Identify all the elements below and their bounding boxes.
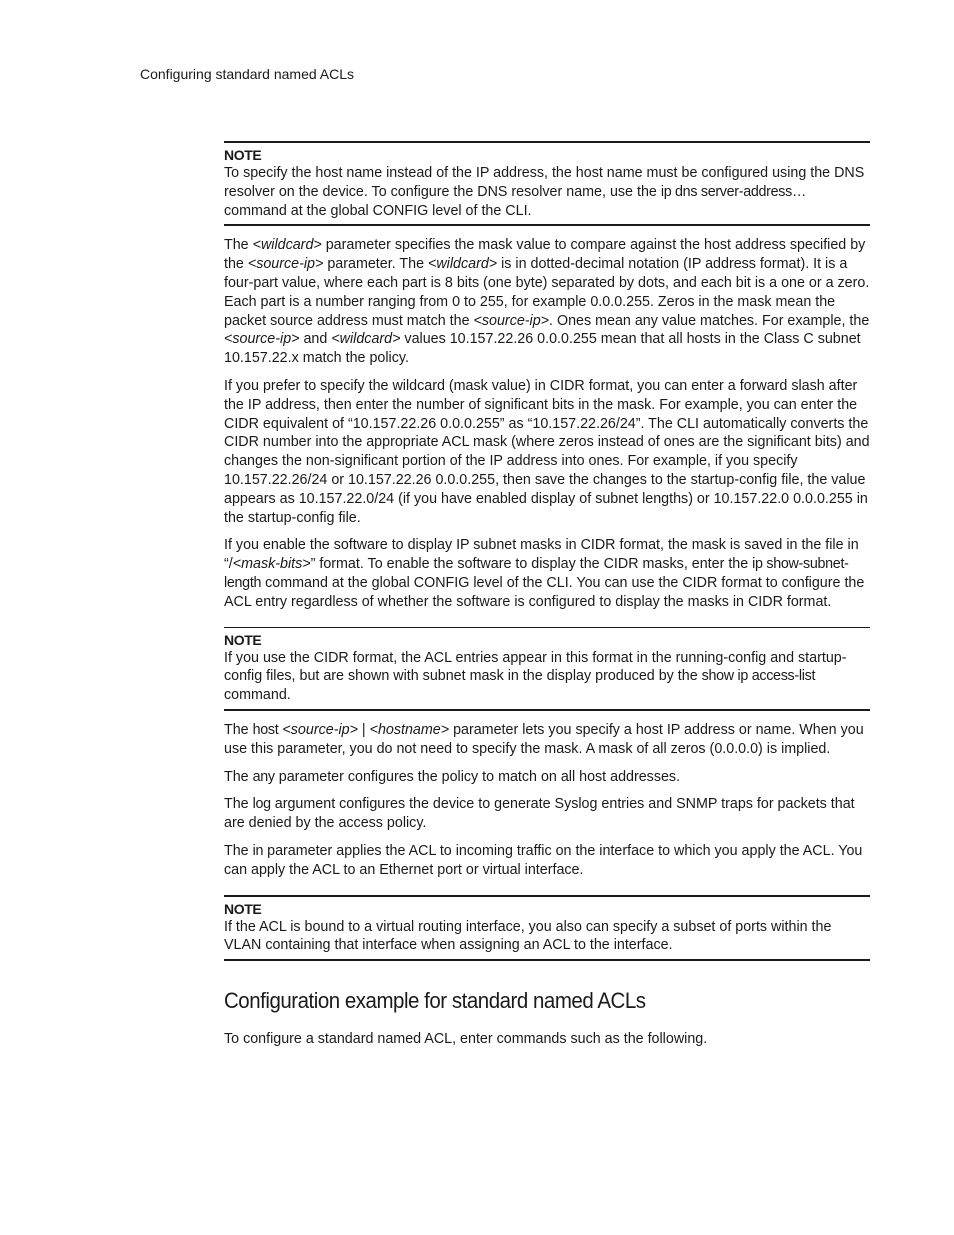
note-box: [224, 627, 870, 711]
text: command.: [224, 687, 291, 704]
text: parameter lets you specify a host IP address or name. When you use this parameter, you do not need to specify the mask. A mask of all zeros (0.0.0.0) is implied.: [224, 721, 864, 757]
text: ” format. To enable the software to display the CIDR masks, enter the: [310, 556, 753, 573]
text: If you use the CIDR format, the ACL entries appear in this format in the running-config and startup-config files, but are shown with subnet mask in the display produced by the: [224, 649, 847, 685]
param: <source-ip>: [247, 256, 324, 273]
text: parameter. The: [323, 256, 428, 273]
note-text: [224, 649, 870, 705]
text: and: [299, 331, 332, 348]
text: If you enable the software to display IP subnet masks in CIDR format, the mask is saved in the file in “/: [224, 537, 859, 573]
page-body: [224, 141, 870, 1049]
param: <hostname>: [369, 721, 450, 738]
text: The: [224, 721, 253, 738]
note-label: NOTE: [224, 631, 262, 648]
note-text: [224, 164, 870, 220]
param: <wildcard>: [331, 331, 401, 348]
command-keyword: log: [252, 796, 271, 813]
text: parameter specifies the mask value to compare against the host address specified by the: [224, 237, 866, 273]
text: values 10.157.22.26 0.0.0.255 mean that all hosts in the Class C subnet 10.157.22.x match the policy.: [224, 331, 861, 367]
command-keyword: ip show-subnet-length: [224, 556, 849, 591]
paragraph-any: [224, 768, 870, 787]
paragraph-subnet-display: [224, 536, 870, 611]
text: The: [224, 842, 253, 859]
text: The: [224, 796, 253, 813]
text: |: [357, 721, 370, 738]
paragraph-in: [224, 842, 870, 880]
text: command at the global CONFIG level of the CLI.: [224, 202, 532, 219]
paragraph-log: [224, 795, 870, 833]
note-box: [224, 141, 870, 226]
text: The: [224, 237, 253, 254]
text: parameter configures the policy to match on all host addresses.: [274, 768, 681, 785]
text: parameter applies the ACL to incoming traffic on the interface to which you apply the ACL. You can apply the ACL to an Ethernet port or virtual interface.: [224, 842, 863, 878]
paragraph-wildcard: [224, 236, 870, 368]
command-keyword: show ip access-list: [701, 668, 816, 685]
section-intro: To configure a standard named ACL, enter commands such as the following.: [224, 1031, 708, 1048]
note-label: NOTE: [224, 147, 262, 163]
command-keyword: in: [252, 842, 264, 859]
note-box: [224, 895, 870, 962]
text: The: [224, 768, 253, 785]
paragraph-host: [224, 721, 870, 759]
text: command at the global CONFIG level of the CLI. You can use the CIDR format to configure the ACL entry regardless of whether the software is configured to display the masks in CIDR format.: [224, 574, 865, 610]
text: To specify the host name instead of the IP address, the host name must be configured using the DNS resolver on the device. To configure the DNS resolver name, use the: [224, 165, 865, 200]
text: is in dotted-decimal notation (IP address format). It is a four-part value, where each part is 8 bits (one byte) separated by dots, and each bit is a one or a zero. Each part is a number ranging from 0 to 255, for example 0.0.0.255. Zeros in the mask mean the packet source address must match the: [224, 256, 870, 329]
command-keyword: any: [252, 768, 275, 785]
param: <source-ip>: [224, 331, 300, 348]
running-header: Configuring standard named ACLs: [140, 66, 355, 82]
note-text: If the ACL is bound to a virtual routing interface, you also can specify a subset of ports within the VLAN containing that interface when assigning an ACL to the interface.: [224, 918, 832, 954]
text: . Ones mean any value matches. For example, the: [549, 312, 870, 329]
command-keyword: host: [252, 721, 279, 738]
paragraph-cidr: If you prefer to specify the wildcard (mask value) in CIDR format, you can enter a forward slash after the IP address, then enter the number of significant bits in the mask. For example, you can enter the CIDR equivalent of “10.157.22.26 0.0.0.255” as “10.157.22.26/24”. The CLI automatically converts the CIDR number into the appropriate ACL mask (where zeros instead of ones are the significant bits) and changes the non-significant portion of the IP address into ones. For example, if you specify 10.157.22.26/24 or 10.157.22.26 0.0.0.255, then save the changes to the startup-config file, the value appears as 10.157.22.0/24 (if you have enabled display of subnet lengths) or 10.157.22.0 0.0.0.255 in the startup-config file.: [224, 377, 870, 526]
param: <wildcard>: [428, 256, 498, 273]
param: <mask-bits>: [232, 556, 311, 573]
param: <source-ip>: [282, 721, 358, 738]
note-label: NOTE: [224, 900, 262, 917]
param: <wildcard>: [252, 237, 322, 254]
command-keyword: ip dns server-address…: [660, 183, 806, 200]
section-heading: Configuration example for standard named ACLs: [224, 988, 646, 1014]
text: argument configures the device to generate Syslog entries and SNMP traps for packets that are denied by the access policy.: [224, 796, 855, 832]
param: <source-ip>: [473, 312, 550, 329]
